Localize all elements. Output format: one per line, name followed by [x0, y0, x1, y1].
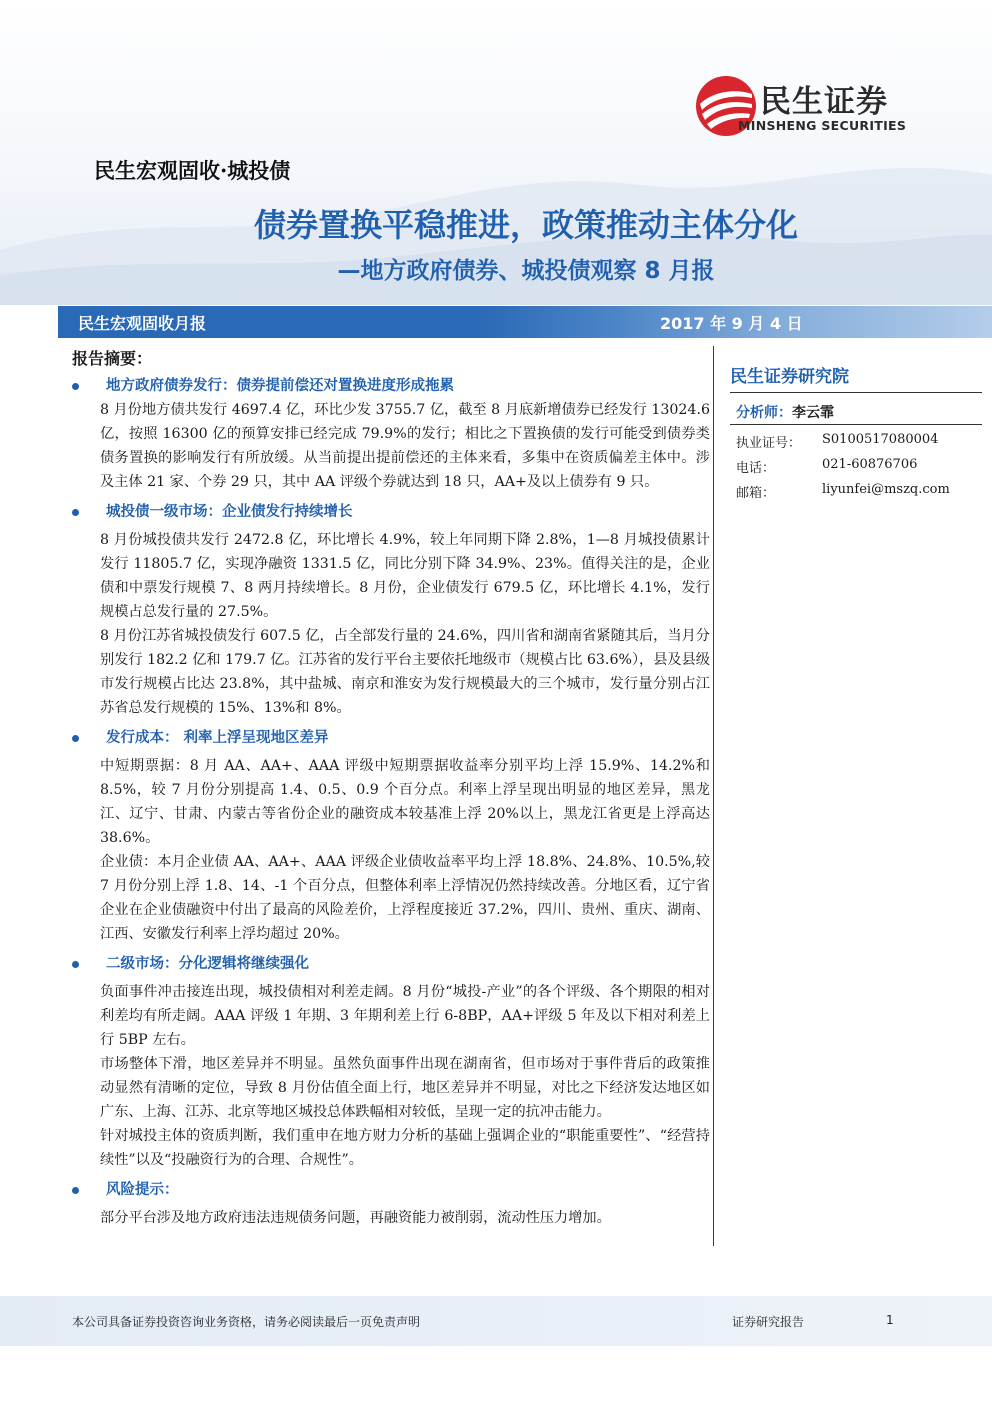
logo-english-name: MINSHENG SECURITIES — [738, 118, 907, 133]
section-heading: 二级市场：分化逻辑将继续强化 — [70, 952, 710, 976]
section-risk-warning — [70, 1178, 710, 1230]
category-band — [58, 306, 992, 338]
bullet-icon — [72, 383, 79, 390]
bullet-icon — [72, 961, 79, 968]
section-local-gov-bonds — [70, 374, 710, 494]
section-heading: 地方政府债券发行：债券提前偿还对置换进度形成拖累 — [70, 374, 710, 398]
footer-doc-type: 证券研究报告 — [732, 1315, 805, 1329]
bullet-icon — [72, 509, 79, 516]
summary-body — [70, 374, 710, 1230]
report-category: 民生宏观固收月报 — [78, 314, 207, 333]
analyst-sidebar — [730, 362, 980, 501]
section-primary-market — [70, 500, 710, 720]
report-title: 债券置换平稳推进，政策推动主体分化 — [253, 206, 798, 244]
section-heading: 城投债一级市场：企业债发行持续增长 — [70, 500, 710, 524]
contact-phone: 电话： 021-60876706 — [736, 457, 918, 476]
report-date: 2017 年 9 月 4 日 — [660, 314, 803, 333]
paragraph: 企业债：本月企业债 AA、AA+、AAA 评级企业债收益率平均上浮 18.8%、24.8%、10.5%,较 7 月份分别上浮 1.8、14、-1 个百分点，但整体利率上浮情况仍然持续改善。分地区看，辽宁省企业在企业债融资中付出了最高的风险差价，上浮程度接近 37.2%，四川、贵州、重庆、湖南、江西、安徽发行利率上浮均超过 20%。 — [100, 854, 710, 942]
paragraph: 部分平台涉及地方政府违法违规债务问题，再融资能力被削弱，流动性压力增加。 — [100, 1210, 611, 1226]
page-number: 1 — [886, 1313, 894, 1327]
company-logo — [694, 74, 934, 144]
paragraph: 中短期票据：8 月 AA、AA+、AAA 评级中短期票据收益率分别平均上浮 15.9%、14.2%和 8.5%，较 7 月份分别提高 1.4、0.5、0.9 个百分点。利率上浮呈现出明显的地区差异，黑龙江、辽宁、甘肃、内蒙古等省份企业的融资成本较基准上浮 20%以上，黑龙江省更是上浮高达 38.6%。 — [100, 758, 710, 846]
section-secondary-market — [70, 952, 710, 1172]
contact-email: 邮箱： liyunfei@mszq.com — [736, 482, 950, 501]
paragraph: 市场整体下滑，地区差异并不明显。虽然负面事件出现在湖南省，但市场对于事件背后的政策推动显然有清晰的定位，导致 8 月份估值全面上行，地区差异并不明显，对比之下经济发达地区如广东、上海、江苏、北京等地区城投总体跌幅相对较低，呈现一定的抗冲击能力。 — [100, 1056, 710, 1120]
paragraph: 负面事件冲击接连出现，城投债相对利差走阔。8 月份“城投-产业”的各个评级、各个期限的相对利差均有所走阔。AAA 评级 1 年期、3 年期利差上行 6-8BP，AA+评级 5 年及以下相对利差上行 5BP 左右。 — [100, 984, 710, 1048]
paragraph: 针对城投主体的资质判断，我们重申在地方财力分析的基础上强调企业的“职能重要性”、“经营持续性”以及“投融资行为的合理、合规性”。 — [100, 1128, 710, 1168]
summary-heading: 报告摘要： — [72, 349, 153, 368]
research-institute: 民生证券研究院 — [730, 367, 849, 387]
contact-license: 执业证号： S0100517080004 — [736, 432, 939, 451]
footer-disclaimer: 本公司具备证券投资咨询业务资格，请务必阅读最后一页免责声明 — [72, 1315, 421, 1329]
report-series: 民生宏观固收·城投债 — [94, 158, 291, 183]
bullet-icon — [72, 1187, 79, 1194]
analyst-name: 李云霏 — [792, 405, 834, 421]
paragraph: 8 月份地方债共发行 4697.4 亿，环比少发 3755.7 亿，截至 8 月底新增债券已经发行 13024.6 亿，按照 16300 亿的预算安排已经完成 79.9%的发行；相比之下置换债的发行可能受到债券类债务置换的影响发行有所放缓。从当前提出提前偿还的主体来看，多集中在资质偏差主体中。涉及主体 21 家、个券 29 只，其中 AA 评级个券就达到 18 只，AA+及以上债券有 9 只。 — [100, 402, 710, 490]
section-heading: 风险提示： — [70, 1178, 710, 1202]
column-divider — [713, 346, 714, 1246]
logo-chinese-name: 民生证券 — [760, 84, 888, 120]
report-subtitle: —地方政府债券、城投债观察 8 月报 — [337, 258, 715, 284]
sidebar-rule — [730, 392, 982, 393]
paragraph: 8 月份城投债共发行 2472.8 亿，环比增长 4.9%，较上年同期下降 2.8%，1—8 月城投债累计发行 11805.7 亿，实现净融资 1331.5 亿，同比分别下降 34.9%、23%。值得关注的是，企业债和中票发行规模 7、8 两月持续增长。8 月份，企业债发行 679.5 亿，环比增长 4.1%，发行规模占总发行量的 27.5%。 — [100, 532, 710, 620]
paragraph: 8 月份江苏省城投债发行 607.5 亿，占全部发行量的 24.6%，四川省和湖南省紧随其后，当月分别发行 182.2 亿和 179.7 亿。江苏省的发行平台主要依托地级市（规模占比 63.6%），县及县级市发行规模占比达 23.8%，其中盐城、南京和淮安为发行规模最大的三个城市，发行量分别占江苏省总发行规模的 15%、13%和 8%。 — [100, 628, 710, 716]
section-heading: 发行成本： 利率上浮呈现地区差异 — [70, 726, 710, 750]
section-issuance-cost — [70, 726, 710, 946]
analyst-line: 分析师：李云霏 — [736, 405, 834, 421]
bullet-icon — [72, 735, 79, 742]
sidebar-rule — [730, 424, 982, 425]
